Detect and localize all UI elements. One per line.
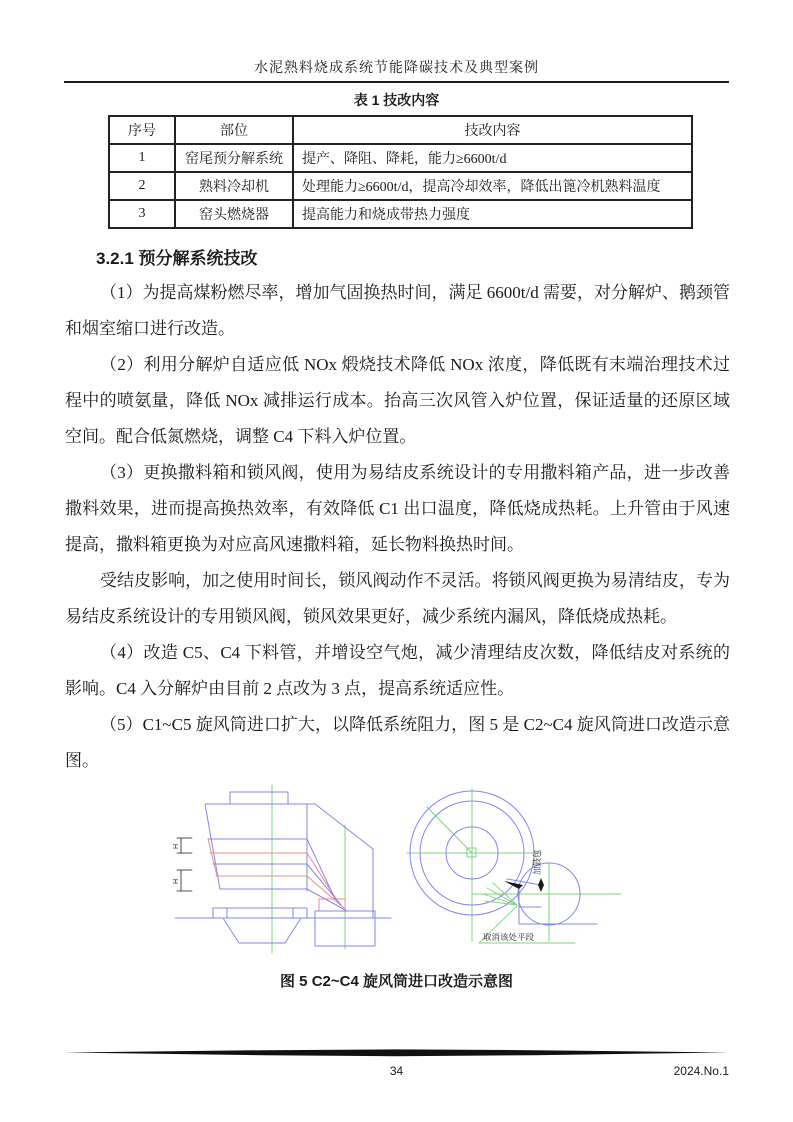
- table-cell-content: 提高能力和烧成带热力强度: [293, 200, 692, 228]
- table-caption: 表 1 技改内容: [353, 92, 440, 108]
- table-cell-index: 2: [109, 172, 175, 200]
- table-cell-part: 窑头燃烧器: [175, 200, 293, 228]
- issue-label: 2024.No.1: [673, 1064, 729, 1078]
- body-text: [65, 275, 730, 779]
- bulge-tick: [538, 878, 544, 892]
- modifications-table: [108, 115, 693, 229]
- add-bulge-label: 加鼓包: [531, 849, 542, 875]
- body-paragraph: （5）C1~C5 旋风筒进口扩大，以降低系统阻力，图 5 是 C2~C4 旋风筒进口改造示意图。: [65, 715, 730, 770]
- dimension-label: H: [172, 878, 180, 884]
- column-header-content: 技改内容: [293, 116, 692, 144]
- body-paragraph: 受结皮影响，加之使用时间长，锁风阀动作不灵活。将锁风阀更换为易清结皮，专为易结皮系统设计的专用锁风阀，锁风效果更好，减少系统内漏风，降低烧成热耗。: [65, 571, 730, 626]
- table-row: [109, 172, 692, 200]
- table-cell-index: 3: [109, 200, 175, 228]
- page-number: 34: [389, 1064, 404, 1078]
- table-row: [109, 144, 692, 172]
- figure: [0, 781, 793, 968]
- body-paragraph: （2）利用分解炉自适应低 NOx 煅烧技术降低 NOx 浓度，降低既有末端治理技术过程中的喷氨量，降低 NOx 减排运行成本。抬高三次风管入炉位置，保证适量的还原区域空间。配合低氮燃烧，调整 C4 下料入炉位置。: [65, 355, 730, 446]
- table-row: [109, 200, 692, 228]
- body-paragraph: （3）更换撒料箱和锁风阀，使用为易结皮系统设计的专用撒料箱产品，进一步改善撒料效果，进而提高换热效率，有效降低 C1 出口温度，降低烧成热耗。上升管由于风速提高，撒料箱更换为对应高风速撒料箱，延长物料换热时间。: [65, 463, 730, 554]
- table-cell-part: 窑尾预分解系统: [175, 144, 293, 172]
- column-header-index: 序号: [109, 116, 175, 144]
- cyclone-side-view: [173, 785, 391, 953]
- figure-caption: 图 5 C2~C4 旋风筒进口改造示意图: [280, 973, 513, 990]
- body-paragraph: （4）改造 C5、C4 下料管，并增设空气炮，减少清理结皮次数，降低结皮对系统的影响。C4 入分解炉由目前 2 点改为 3 点，提高系统适应性。: [65, 643, 730, 698]
- page-footer: [64, 1044, 729, 1084]
- running-title: 水泥熟料烧成系统节能降碳技术及典型案例: [254, 61, 539, 76]
- dimension-label: H: [172, 843, 180, 849]
- column-header-part: 部位: [175, 116, 293, 144]
- table-cell-part: 熟料冷却机: [175, 172, 293, 200]
- remove-flat-label: 取消该处平段: [482, 932, 534, 942]
- figure-drawing: [167, 781, 627, 963]
- table-header-row: [109, 116, 692, 144]
- section-heading: 3.2.1 预分解系统技改: [96, 249, 258, 268]
- table-cell-content: 处理能力≥6600t/d，提高冷却效率，降低出篦冷机熟料温度: [293, 172, 692, 200]
- running-header: [64, 0, 729, 83]
- table-cell-content: 提产、降阻、降耗，能力≥6600t/d: [293, 144, 692, 172]
- cyclone-top-view: [407, 789, 621, 943]
- body-paragraph: （1）为提高煤粉燃尽率，增加气固换热时间，满足 6600t/d 需要，对分解炉、鹅颈管和烟室缩口进行改造。: [65, 283, 730, 338]
- table-cell-index: 1: [109, 144, 175, 172]
- footer-rule: [64, 1049, 729, 1057]
